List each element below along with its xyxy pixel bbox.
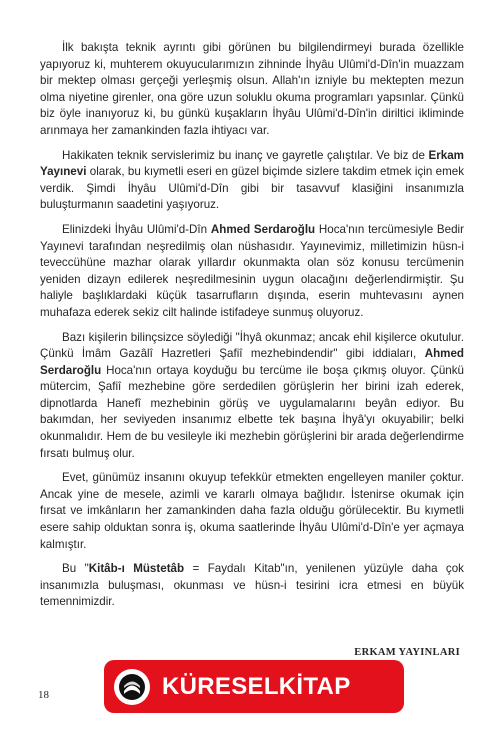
bold-text: Ahmed Serdaroğlu xyxy=(210,222,316,236)
paragraph xyxy=(40,40,464,140)
paragraph xyxy=(40,470,464,553)
text-run: İlk bakışta teknik ayrıntı gibi görünen bu bilgilendirmeyi burada özellikle yapıyoruz ki, muhterem okuyucularımızın zihninde İhyâu Ulûmi'd-Dîn'in muazzam bir mektep olması gerçeği yerleşmiş olsun. Allah'ın izniyle bu mektepten mezun olma niyetine girenler, ona göre uzun soluklu okuma programları yapsınlar. Çünkü biz öyle inanıyoruz ki, bu günkü kuşakların İhyâu Ulûmi'd-Dîn'in diriltici ikliminde arınmaya her zamankinden fazla ihtiyacı var. xyxy=(40,41,464,137)
body-text xyxy=(40,40,464,619)
paragraph xyxy=(40,148,464,214)
watermark-banner xyxy=(104,660,404,713)
kureselkitap-logo-icon xyxy=(112,667,152,707)
text-run: Hoca'nın ortaya koyduğu bu tercüme ile boşa çıkmış oluyor. Çünkü mütercim, Şafiî mezhebine göre serdedilen görüşlerin her birini izah ederek, dipnotlarda Hanefî mezhebinin görüş ve uygulamalarını beyân ediyor. Bu bakımdan, her seviyeden insanımız elbette tek başına İhyâ'yı okuyabilir; belki okunmalıdır. Hem de bu vesileyle iki mezhebin görüşlerini bir arada değerlendirme fırsatı bulmuş olur. xyxy=(40,363,464,460)
paragraph xyxy=(40,561,464,611)
text-run: Evet, günümüz insanını okuyup tefekkür etmekten engelleyen maniler çoktur. Ancak yine de mesele, azimli ve kararlı olmaya bağlıdır. İstenirse okumak için fırsat ve imkânların her zamankinden daha fazla olduğu görülecektir. Bu kıymetli esere sahip olduktan sonra iş, okuma saatlerinde İhyâu Ulûmi'd-Dîn'e yer açmaya kalmıştır. xyxy=(40,471,464,551)
text-run: Hoca'nın tercümesiyle Bedir Yayınevi tarafından neşredilmiş olan nüshasıdır. Yayınevimiz, milletimizin hüsn-i teveccühüne mazhar olarak yıllardır okunmakta olan söz konusu tercümenin yeniden dizayn edilerek neşredilmesinin uygun olacağını değerlendirmiştir. Şu haliyle başlıklardaki küçük tasarrufların dışında, eserin muhtevasını aynen muhafaza ederek sekiz cilt halinde istifadeye sunmuş oluyoruz. xyxy=(40,222,464,319)
text-run: = Faydalı Kitab"ın, yenilenen yüzüyle daha çok insanımızla buluşması, okunması ve hüsn-i tesirini icra etmesi en büyük temennimizdir. xyxy=(40,562,464,609)
publisher-signature: ERKAM YAYINLARI xyxy=(354,647,460,658)
bold-text: Erkam Yayınevi xyxy=(40,148,464,179)
paragraph xyxy=(40,330,464,463)
text-run: Bu " xyxy=(62,562,89,576)
text-run: Hakikaten teknik servislerimiz bu inanç ve gayretle çalıştılar. Ve biz de xyxy=(62,148,429,162)
page-number: 18 xyxy=(38,689,49,701)
text-run: olarak, bu kıymetli eseri en güzel biçimde sizlere takdim etmek için emek verdik. Şimdi İhyâu Ulûmi'd-Dîn gibi bir tasavvuf klasiğini insanımızla buluşturmanın saadetini yaşıyoruz. xyxy=(40,165,464,212)
watermark-text: KÜRESELKİTAP xyxy=(162,672,351,700)
bold-text: Ahmed Serdaroğlu xyxy=(40,347,464,377)
bold-text: Kitâb-ı Müstetâb xyxy=(88,562,185,576)
text-run: Bazı kişilerin bilinçsizce söylediği "İhyâ okunmaz; ancak ehil kişilerce okutulur. Çünkü İmâm Gazâlî Hazretleri Şafiî mezhebindendir" gibi iddiaları, xyxy=(40,330,464,361)
paragraph xyxy=(40,222,464,322)
text-run: Elinizdeki İhyâu Ulûmi'd-Dîn xyxy=(62,222,211,236)
